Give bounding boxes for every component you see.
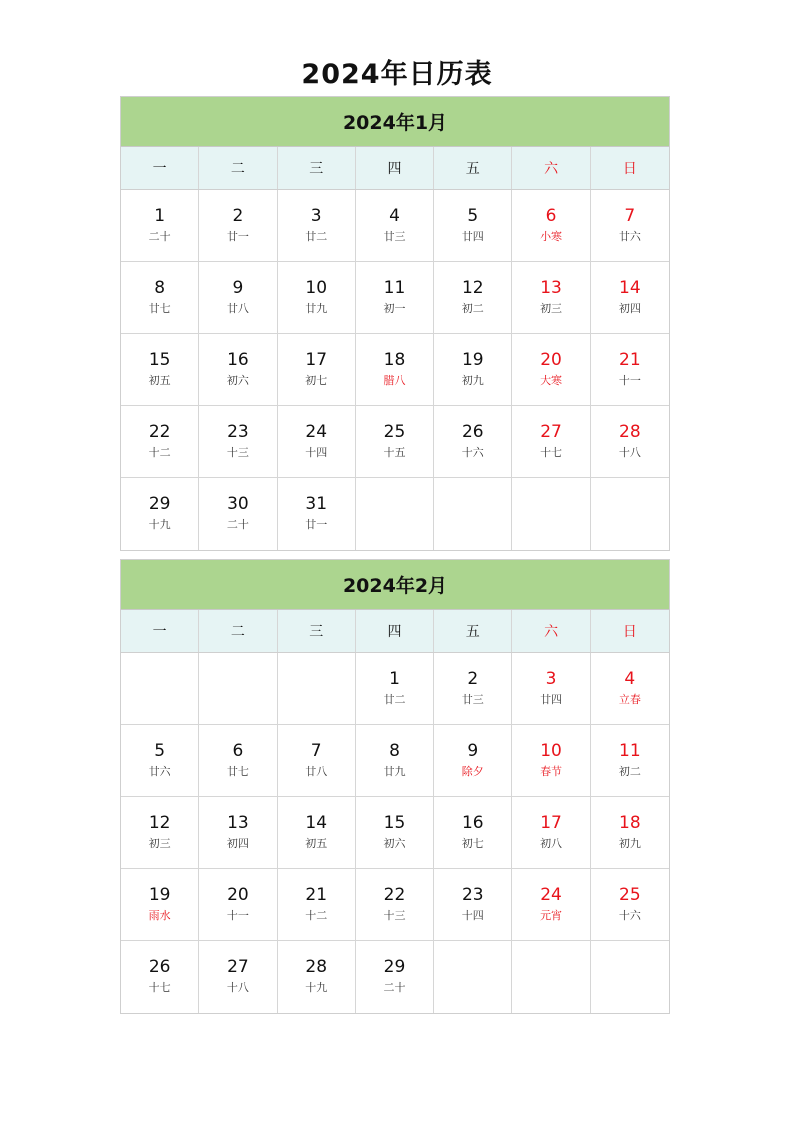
day-number: 17	[540, 813, 562, 833]
day-number: 20	[227, 885, 249, 905]
empty-cell	[434, 478, 512, 550]
day-cell	[591, 725, 669, 797]
day-cell	[356, 262, 434, 334]
weekday-tue: 二	[199, 147, 277, 189]
day-cell	[591, 797, 669, 869]
day-cell	[278, 725, 356, 797]
day-cell	[512, 334, 590, 406]
day-number: 20	[540, 350, 562, 370]
lunar-date: 初六	[383, 837, 406, 850]
day-number: 13	[540, 278, 562, 298]
lunar-date: 初三	[148, 837, 171, 850]
lunar-date: 十六	[461, 446, 484, 459]
day-grid	[121, 190, 669, 550]
day-number: 9	[232, 278, 244, 298]
day-number: 3	[545, 669, 557, 689]
day-cell	[356, 190, 434, 262]
day-cell	[591, 190, 669, 262]
lunar-date: 廿一	[305, 518, 328, 531]
day-number: 18	[383, 350, 406, 370]
month-january	[120, 96, 670, 551]
day-number: 5	[154, 741, 166, 761]
lunar-date: 十九	[148, 518, 171, 531]
day-cell	[591, 406, 669, 478]
lunar-date: 十一	[226, 909, 249, 922]
weekday-wed: 三	[278, 147, 356, 189]
weekday-mon: 一	[121, 610, 199, 652]
lunar-date: 初四	[618, 302, 641, 315]
weekday-thu: 四	[356, 610, 434, 652]
day-number: 9	[467, 741, 479, 761]
lunar-date: 二十	[148, 230, 171, 243]
day-number: 7	[310, 741, 322, 761]
day-cell	[434, 725, 512, 797]
day-cell	[121, 725, 199, 797]
day-number: 13	[227, 813, 249, 833]
day-cell	[121, 869, 199, 941]
day-cell	[434, 334, 512, 406]
day-number: 7	[624, 206, 636, 226]
day-number: 3	[310, 206, 322, 226]
day-cell	[512, 869, 590, 941]
lunar-date: 十二	[305, 909, 328, 922]
day-number: 5	[467, 206, 479, 226]
lunar-date: 雨水	[148, 909, 171, 922]
empty-cell	[434, 941, 512, 1013]
empty-cell	[356, 478, 434, 550]
day-cell	[512, 190, 590, 262]
lunar-date: 廿三	[461, 693, 484, 706]
day-number: 30	[227, 494, 249, 514]
day-number: 10	[540, 741, 562, 761]
day-number: 26	[148, 957, 171, 977]
day-cell	[121, 190, 199, 262]
weekday-thu: 四	[356, 147, 434, 189]
lunar-date: 廿四	[461, 230, 484, 243]
day-cell	[591, 262, 669, 334]
day-cell	[278, 406, 356, 478]
weekday-row	[121, 610, 669, 653]
lunar-date: 廿七	[148, 302, 171, 315]
lunar-date: 廿九	[305, 302, 328, 315]
lunar-date: 廿二	[305, 230, 328, 243]
month-february	[120, 559, 670, 1014]
weekday-sun: 日	[622, 624, 637, 640]
weekday-fri: 五	[434, 610, 512, 652]
lunar-date: 廿六	[148, 765, 171, 778]
day-number: 16	[461, 813, 484, 833]
lunar-date: 十二	[148, 446, 171, 459]
day-cell	[199, 941, 277, 1013]
day-number: 27	[540, 422, 562, 442]
day-number: 23	[461, 885, 484, 905]
day-number: 6	[232, 741, 244, 761]
empty-cell	[199, 653, 277, 725]
lunar-date: 初五	[305, 837, 328, 850]
lunar-date: 十三	[226, 446, 249, 459]
day-cell	[199, 190, 277, 262]
day-number: 19	[461, 350, 484, 370]
day-number: 15	[383, 813, 406, 833]
lunar-date: 初二	[461, 302, 484, 315]
empty-cell	[591, 941, 669, 1013]
weekday-sat: 六	[512, 610, 590, 652]
day-number: 28	[305, 957, 328, 977]
lunar-date: 除夕	[461, 765, 484, 778]
day-number: 24	[540, 885, 562, 905]
day-cell	[434, 653, 512, 725]
lunar-date: 十八	[618, 446, 641, 459]
lunar-date: 廿三	[383, 230, 406, 243]
empty-cell	[278, 653, 356, 725]
day-number: 8	[389, 741, 400, 761]
weekday-row	[121, 147, 669, 190]
day-cell	[356, 653, 434, 725]
day-number: 26	[461, 422, 484, 442]
lunar-date: 廿六	[618, 230, 641, 243]
lunar-date: 立春	[618, 693, 641, 706]
day-cell	[121, 262, 199, 334]
day-number: 16	[227, 350, 249, 370]
day-number: 2	[467, 669, 479, 689]
weekday-wed: 三	[278, 610, 356, 652]
lunar-date: 元宵	[540, 909, 563, 922]
day-cell	[512, 653, 590, 725]
day-number: 1	[389, 669, 400, 689]
day-cell	[278, 941, 356, 1013]
day-cell	[356, 406, 434, 478]
day-cell	[121, 406, 199, 478]
day-cell	[278, 262, 356, 334]
day-number: 25	[619, 885, 641, 905]
empty-cell	[121, 653, 199, 725]
day-cell	[434, 869, 512, 941]
lunar-date: 十七	[540, 446, 563, 459]
lunar-date: 初一	[383, 302, 406, 315]
day-number: 22	[148, 422, 171, 442]
lunar-date: 十八	[226, 981, 249, 994]
day-cell	[434, 262, 512, 334]
day-cell	[512, 406, 590, 478]
day-cell	[434, 190, 512, 262]
day-cell	[356, 869, 434, 941]
day-number: 31	[305, 494, 328, 514]
day-cell	[121, 334, 199, 406]
day-cell	[121, 941, 199, 1013]
day-number: 6	[545, 206, 557, 226]
day-number: 21	[305, 885, 328, 905]
lunar-date: 初九	[461, 374, 484, 387]
day-number: 12	[461, 278, 484, 298]
day-number: 11	[383, 278, 406, 298]
day-cell	[121, 797, 199, 869]
day-number: 29	[148, 494, 171, 514]
lunar-date: 初八	[540, 837, 563, 850]
day-number: 1	[154, 206, 166, 226]
day-number: 4	[624, 669, 636, 689]
weekday-sun: 日	[622, 161, 637, 177]
day-cell	[356, 797, 434, 869]
lunar-date: 初五	[148, 374, 171, 387]
day-number: 25	[383, 422, 406, 442]
lunar-date: 廿九	[383, 765, 406, 778]
day-cell	[199, 478, 277, 550]
lunar-date: 初七	[461, 837, 484, 850]
day-cell	[278, 190, 356, 262]
lunar-date: 十九	[305, 981, 328, 994]
day-number: 27	[227, 957, 249, 977]
lunar-date: 廿二	[383, 693, 406, 706]
day-number: 17	[305, 350, 328, 370]
day-number: 4	[389, 206, 400, 226]
empty-cell	[512, 478, 590, 550]
day-cell	[278, 869, 356, 941]
month-header: 2024年2月	[121, 560, 669, 610]
lunar-date: 十七	[148, 981, 171, 994]
lunar-date: 初九	[618, 837, 641, 850]
lunar-date: 十一	[618, 374, 641, 387]
lunar-date: 初二	[618, 765, 641, 778]
day-number: 14	[305, 813, 328, 833]
lunar-date: 廿四	[540, 693, 563, 706]
lunar-date: 初六	[226, 374, 249, 387]
lunar-date: 廿八	[226, 302, 249, 315]
lunar-date: 廿七	[226, 765, 249, 778]
day-grid	[121, 653, 669, 1013]
lunar-date: 十四	[461, 909, 484, 922]
weekday-fri: 五	[434, 147, 512, 189]
lunar-date: 十四	[305, 446, 328, 459]
lunar-date: 腊八	[383, 374, 406, 387]
day-number: 22	[383, 885, 406, 905]
day-cell	[278, 334, 356, 406]
day-cell	[121, 478, 199, 550]
day-number: 2	[232, 206, 244, 226]
day-number: 19	[148, 885, 171, 905]
day-cell	[199, 869, 277, 941]
empty-cell	[591, 478, 669, 550]
day-cell	[199, 262, 277, 334]
day-number: 14	[619, 278, 641, 298]
day-number: 21	[619, 350, 641, 370]
lunar-date: 初七	[305, 374, 328, 387]
day-cell	[512, 797, 590, 869]
day-number: 11	[619, 741, 641, 761]
lunar-date: 春节	[540, 765, 563, 778]
lunar-date: 二十	[383, 981, 406, 994]
day-cell	[434, 406, 512, 478]
day-number: 18	[619, 813, 641, 833]
day-number: 24	[305, 422, 328, 442]
empty-cell	[512, 941, 590, 1013]
lunar-date: 十三	[383, 909, 406, 922]
day-number: 23	[227, 422, 249, 442]
day-cell	[199, 725, 277, 797]
weekday-tue: 二	[199, 610, 277, 652]
lunar-date: 十六	[618, 909, 641, 922]
day-cell	[591, 334, 669, 406]
day-cell	[199, 334, 277, 406]
day-cell	[434, 797, 512, 869]
day-cell	[591, 653, 669, 725]
day-cell	[199, 797, 277, 869]
lunar-date: 二十	[226, 518, 249, 531]
page-title: 2024年日历表	[301, 59, 493, 90]
day-cell	[356, 334, 434, 406]
lunar-date: 十五	[383, 446, 406, 459]
lunar-date: 大寒	[540, 374, 563, 387]
day-number: 29	[383, 957, 406, 977]
lunar-date: 小寒	[540, 230, 563, 243]
day-number: 10	[305, 278, 328, 298]
day-cell	[591, 869, 669, 941]
day-cell	[512, 725, 590, 797]
weekday-mon: 一	[121, 147, 199, 189]
day-cell	[278, 478, 356, 550]
weekday-sat: 六	[512, 147, 590, 189]
day-number: 28	[619, 422, 641, 442]
day-cell	[356, 941, 434, 1013]
lunar-date: 初三	[540, 302, 563, 315]
day-number: 8	[154, 278, 166, 298]
lunar-date: 廿八	[305, 765, 328, 778]
day-cell	[512, 262, 590, 334]
day-cell	[356, 725, 434, 797]
day-cell	[278, 797, 356, 869]
month-header: 2024年1月	[121, 97, 669, 147]
day-number: 12	[148, 813, 171, 833]
lunar-date: 初四	[226, 837, 249, 850]
lunar-date: 廿一	[226, 230, 249, 243]
day-number: 15	[148, 350, 171, 370]
day-cell	[199, 406, 277, 478]
